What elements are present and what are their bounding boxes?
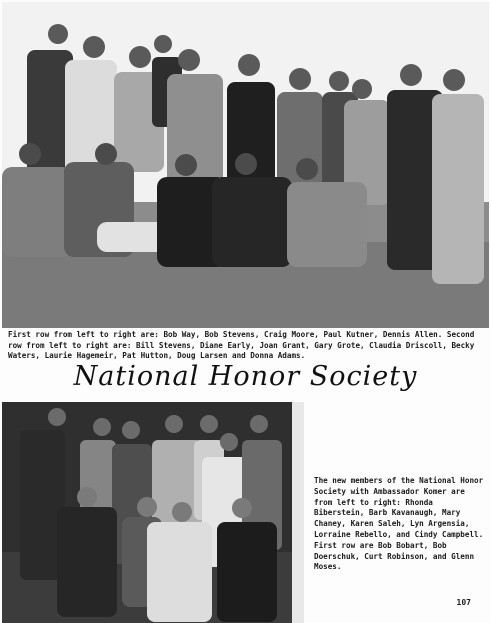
group-photo-top [2, 2, 489, 328]
page-number: 107 [456, 598, 471, 607]
group-photo-bottom-image [2, 402, 304, 623]
page-title: National Honor Society [73, 361, 418, 392]
group-photo-top-image [2, 2, 489, 328]
top-photo-caption: First row from left to right are: Bob Way, Bob Stevens, Craig Moore, Paul Kutner, Dennis Allen. Second row from left to right are: Bill Stevens, Diane Early, Joan Grant, Gary Grote, Claudia Driscoll, Becky Waters, Laurie Hagemeir, Pat Hutton, Doug Larsen and Donna Adams. [8, 330, 475, 360]
group-photo-bottom [2, 402, 304, 623]
bottom-photo-caption: The new members of the National Honor Society with Ambassador Komer are from left to right: Rhonda Biberstein, Barb Kavanaugh, Mary Chaney, Karen Saleh, Lyn Argensia, Lorraine Rebello, and Cindy Campbell. First row are Bob Bobart, Bob Doerschuk, Curt Robinson, and Glenn Moses. [314, 476, 484, 572]
